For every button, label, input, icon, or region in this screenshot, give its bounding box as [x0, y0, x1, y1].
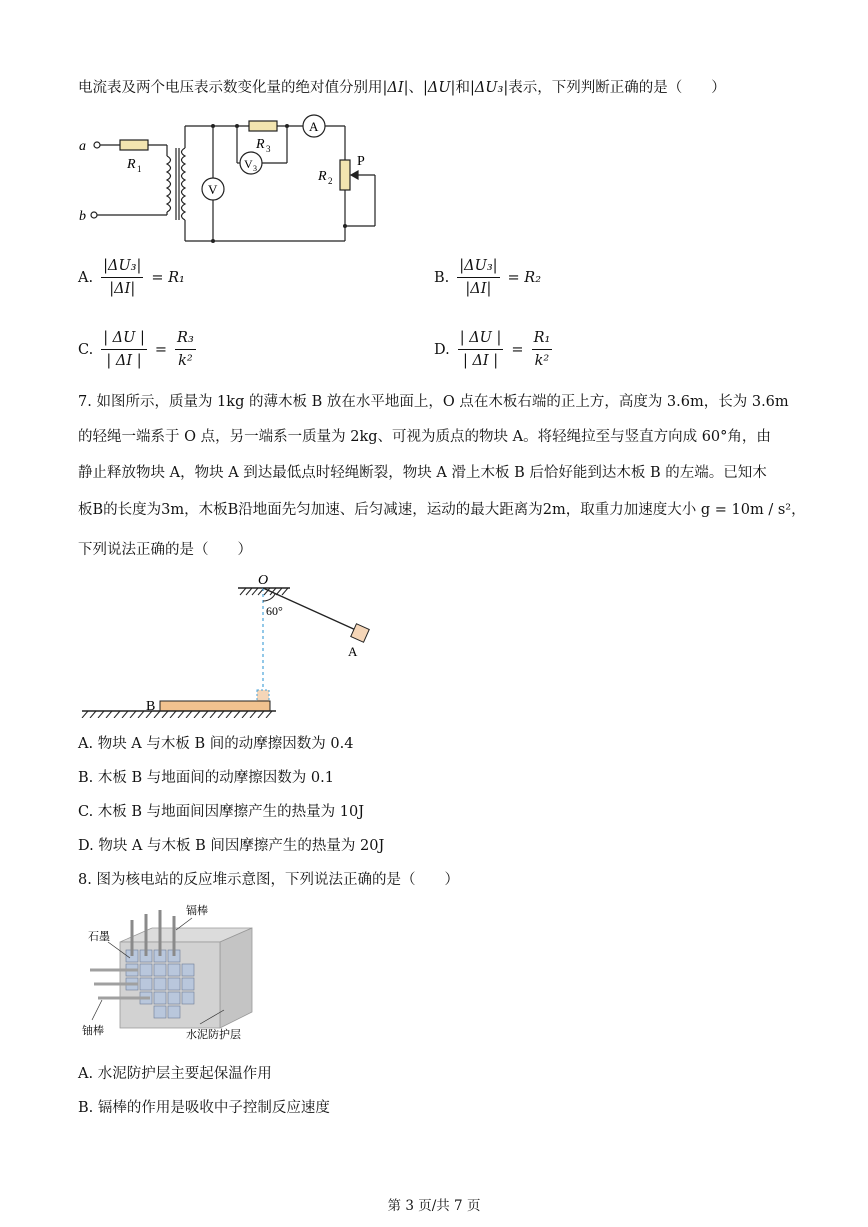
option-label: C.	[78, 341, 94, 358]
fraction	[101, 328, 147, 371]
board-b	[160, 701, 270, 711]
label-b: b	[79, 209, 86, 224]
q6-symbol-delta-i: |ΔI|	[382, 80, 409, 96]
label-graphite: 石墨	[88, 931, 110, 943]
fraction-numerator: |ΔU₃|	[457, 256, 499, 278]
label-voltmeter: V	[208, 182, 218, 197]
fraction-numerator: |ΔU₃|	[101, 256, 143, 278]
q6-symbol-delta-u3: |ΔU₃|	[469, 80, 509, 96]
label-cadmium-rod: 镉棒	[186, 905, 208, 917]
resistor-r2	[340, 160, 350, 190]
q8-option-b[interactable]: B. 镉棒的作用是吸收中子控制反应速度	[78, 1100, 330, 1116]
label-a: a	[79, 139, 86, 154]
label-r1: R	[127, 157, 136, 172]
q7-option-b[interactable]: B. 木板 B 与地面间的动摩擦因数为 0.1	[78, 770, 334, 786]
option-rhs: = R₁	[151, 269, 185, 286]
primary-coil	[167, 156, 171, 212]
fraction-numerator: | ΔU |	[101, 328, 147, 350]
q6-circuit-diagram	[75, 108, 395, 248]
fraction-denominator: k²	[178, 353, 193, 369]
q6-stem	[78, 78, 726, 98]
fraction-denominator: |ΔI|	[109, 281, 136, 297]
fraction-rhs	[532, 328, 553, 371]
label-uranium-rod: 铀棒	[82, 1025, 104, 1037]
q8-reactor-figure	[80, 900, 270, 1050]
q6-stem-text-a: 电流表及两个电压表示数变化量的绝对值分别用	[78, 80, 383, 96]
q7-option-a[interactable]: A. 物块 A 与木板 B 间的动摩擦因数为 0.4	[78, 736, 354, 752]
page-footer: 第 3 页/共 7 页	[387, 1198, 481, 1214]
option-label: D.	[434, 341, 450, 358]
q7-figure	[78, 568, 378, 718]
option-label: B.	[434, 269, 450, 286]
label-r1-sub: 1	[137, 164, 142, 174]
label-angle: 60°	[266, 604, 283, 618]
q6-option-a[interactable]	[78, 256, 185, 299]
label-o: O	[258, 573, 269, 588]
option-label: A.	[78, 269, 94, 286]
label-r2: R	[318, 169, 327, 184]
option-equals: =	[154, 341, 168, 358]
q6-stem-text-b: 表示，下列判断正确的是（ ）	[508, 80, 726, 96]
fraction-rhs	[175, 328, 196, 371]
q7-option-c[interactable]: C. 木板 B 与地面间因摩擦产生的热量为 10J	[78, 804, 365, 820]
q6-symbol-delta-u: |ΔU|	[422, 80, 456, 96]
q8-option-a[interactable]: A. 水泥防护层主要起保温作用	[78, 1066, 272, 1082]
terminal-a	[94, 142, 100, 148]
fraction-numerator: | ΔU |	[458, 328, 504, 350]
label-block-a: A	[348, 644, 358, 659]
option-rhs: = R₂	[507, 269, 542, 286]
q7-stem-line-1: 7. 如图所示，质量为 1kg 的薄木板 B 放在水平地面上，O 点在木板右端的正上方，高度为 3.6m，长为 3.6m	[78, 394, 789, 410]
label-voltmeter-3-sub: 3	[253, 164, 257, 173]
label-ammeter: A	[309, 119, 319, 134]
fraction-denominator: k²	[534, 353, 550, 369]
fraction-numerator: R₁	[532, 328, 553, 350]
fraction-denominator: | ΔI |	[462, 353, 499, 369]
q6-option-b[interactable]	[434, 256, 541, 299]
q6-separator: 、	[408, 80, 423, 96]
resistor-r1	[120, 140, 148, 150]
terminal-b	[91, 212, 97, 218]
resistor-r3	[249, 121, 277, 131]
option-equals: =	[511, 341, 524, 358]
fraction-denominator: |ΔI|	[465, 281, 492, 297]
q7-stem-line-2: 的轻绳一端系于 O 点，另一端系一质量为 2kg、可视为质点的物块 A。将轻绳拉至与竖直方向成 60°角，由	[78, 429, 771, 445]
slider-p	[351, 171, 358, 179]
q8-stem: 8. 图为核电站的反应堆示意图，下列说法正确的是（ ）	[78, 872, 459, 888]
q7-option-d[interactable]: D. 物块 A 与木板 B 间因摩擦产生的热量为 20J	[78, 838, 385, 854]
q6-conjunction: 和	[455, 80, 470, 96]
block-a	[351, 624, 369, 642]
q7-stem-line-4: 板B的长度为3m，木板B沿地面先匀加速、后匀减速，运动的最大距离为2m，取重力加速度大小 g = 10m / s²，	[78, 502, 806, 518]
label-r3-sub: 3	[266, 144, 271, 154]
q7-stem-line-5: 下列说法正确的是（ ）	[78, 542, 252, 558]
label-cement-shield: 水泥防护层	[186, 1029, 241, 1041]
fraction-numerator: R₃	[175, 328, 196, 350]
fraction	[458, 328, 504, 371]
label-r3: R	[256, 137, 265, 152]
fraction-denominator: | ΔI |	[106, 353, 142, 369]
q7-stem-line-3: 静止释放物块 A，物块 A 到达最低点时轻绳断裂，物块 A 滑上木板 B 后恰好能到达木板 B 的左端。已知木	[78, 465, 767, 481]
label-voltmeter-3: V	[244, 157, 253, 171]
label-r2-sub: 2	[328, 176, 333, 186]
fraction	[457, 256, 499, 299]
q6-option-c[interactable]	[78, 328, 198, 371]
block-a-lowest-position	[257, 690, 269, 701]
fraction	[101, 256, 143, 299]
label-p: P	[357, 154, 365, 169]
q6-option-d[interactable]	[434, 328, 554, 371]
secondary-coil	[182, 148, 186, 220]
label-board-b: B	[146, 699, 156, 714]
